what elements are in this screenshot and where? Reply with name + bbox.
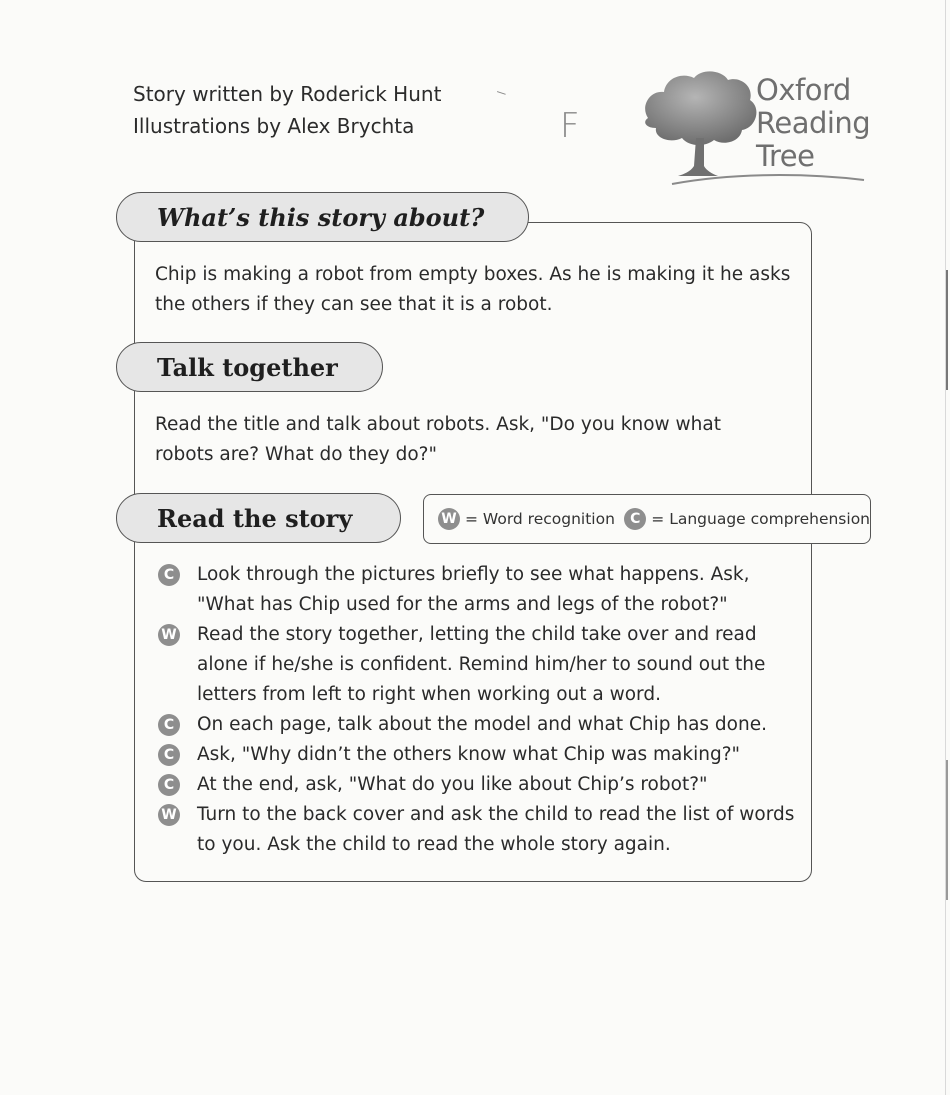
step-text: Look through the pictures briefly to see what happens. Ask, "What has Chip used for the arms and legs of the robot?": [197, 564, 750, 615]
step-badge-icon: C: [158, 714, 180, 736]
author-credit: Story written by Roderick Hunt: [133, 82, 442, 106]
list-item: [158, 740, 798, 770]
list-item: [158, 770, 798, 800]
page-edge-shadow: [946, 270, 948, 390]
about-heading: What’s this story about?: [116, 192, 529, 242]
step-badge-icon: W: [158, 804, 180, 826]
read-heading: Read the story: [116, 493, 401, 543]
list-item: [158, 560, 798, 620]
logo-line-tree: Tree: [756, 139, 815, 173]
pencil-letter-mark: F: [560, 106, 580, 146]
read-steps-list: [158, 560, 798, 860]
step-badge-icon: C: [158, 774, 180, 796]
logo-line-reading: Reading: [756, 106, 871, 140]
list-item: [158, 620, 798, 710]
logo-wordmark: [756, 74, 870, 173]
step-badge-icon: C: [158, 744, 180, 766]
step-badge-icon: W: [158, 624, 180, 646]
credits: [133, 78, 441, 142]
page-edge-line: [945, 0, 946, 1095]
word-recognition-badge-icon: W: [438, 508, 460, 530]
word-recognition-label: = Word recognition: [465, 510, 615, 528]
list-item: [158, 800, 798, 860]
talk-text: Read the title and talk about robots. Ask, "Do you know what robots are? What do they do?": [155, 414, 721, 465]
step-text: Turn to the back cover and ask the child to read the list of words to you. Ask the child to read the whole story again.: [197, 804, 795, 855]
step-text: Read the story together, letting the child take over and read alone if he/she is confident. Remind him/her to sound out the letters from left to right when working out a word.: [197, 624, 766, 705]
language-comprehension-label: = Language comprehension: [651, 510, 870, 528]
step-text: Ask, "Why didn’t the others know what Chip was making?": [197, 744, 741, 765]
about-text: Chip is making a robot from empty boxes. As he is making it he asks the others if they can see that it is a robot.: [155, 264, 791, 315]
list-item: [158, 710, 798, 740]
page-edge-shadow: [946, 760, 948, 900]
logo-line-oxford: Oxford: [756, 73, 851, 107]
oxford-reading-tree-logo: [636, 66, 876, 196]
pencil-dash-mark: –: [492, 78, 511, 107]
step-text: At the end, ask, "What do you like about Chip’s robot?": [197, 774, 708, 795]
talk-heading: Talk together: [116, 342, 383, 392]
illustrator-credit: Illustrations by Alex Brychta: [133, 114, 415, 138]
step-badge-icon: C: [158, 564, 180, 586]
step-text: On each page, talk about the model and what Chip has done.: [197, 714, 767, 735]
legend-box: [423, 494, 871, 544]
language-comprehension-badge-icon: C: [624, 508, 646, 530]
